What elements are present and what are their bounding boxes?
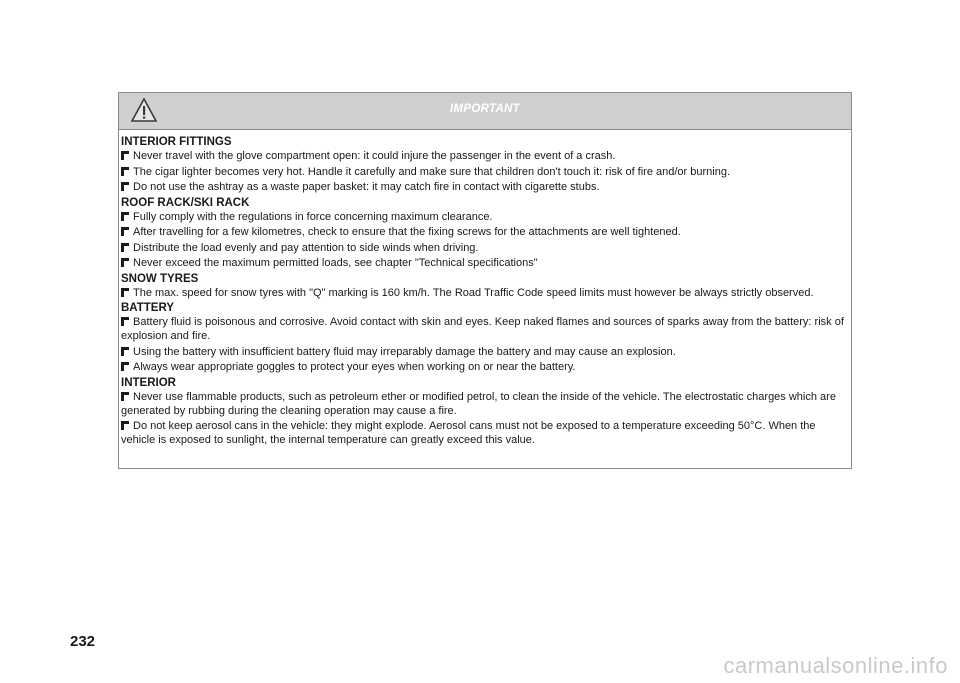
bullet-square-icon (121, 258, 129, 267)
section-title: BATTERY (121, 302, 175, 314)
section (121, 376, 849, 448)
bullet-text: After travelling for a few kilometres, check to ensure that the fixing screws for the attachments are well tightened. (133, 226, 681, 238)
bullet-square-icon (121, 288, 129, 297)
bullet-text: Always wear appropriate goggles to protect your eyes when working on or near the battery. (133, 361, 576, 373)
section-title: ROOF RACK/SKI RACK (121, 196, 250, 209)
bullet-item (121, 256, 849, 270)
bullet-square-icon (121, 362, 129, 371)
bullet-square-icon (121, 243, 129, 252)
bullet-item (121, 315, 849, 343)
bullet-square-icon (121, 212, 129, 221)
bullet-item (121, 210, 849, 224)
section (121, 272, 849, 300)
bullet-item (121, 225, 849, 239)
bullet-item (121, 390, 849, 418)
important-header (119, 93, 851, 130)
bullet-text: Using the battery with insufficient battery fluid may irreparably damage the battery and may cause an explosion. (133, 345, 676, 358)
bullet-text: Do not keep aerosol cans in the vehicle: they might explode. Aerosol cans must not be exposed to a temperature exceeding 50°C. When the vehicle is exposed to sunlight, the internal temperature can greatly exceed this value. (121, 420, 816, 446)
bullet-square-icon (121, 421, 129, 430)
bullet-text: Distribute the load evenly and pay attention to side winds when driving. (133, 241, 479, 254)
bullet-item (121, 180, 849, 194)
bullet-square-icon (121, 182, 129, 191)
bullet-item (121, 149, 849, 163)
bullet-text: Do not use the ashtray as a waste paper basket: it may catch fire in contact with cigarette stubs. (133, 181, 600, 193)
section-title: INTERIOR FITTINGS (121, 136, 232, 148)
bullet-square-icon (121, 392, 129, 401)
bullet-square-icon (121, 317, 129, 326)
section (121, 135, 849, 194)
bullet-text: Battery fluid is poisonous and corrosive. Avoid contact with skin and eyes. Keep naked flames and sources of sparks away from the battery: risk of explosion and fire. (121, 316, 844, 342)
bullet-text: The cigar lighter becomes very hot. Handle it carefully and make sure that children don't touch it: risk of fire and/or burning. (133, 165, 731, 178)
watermark: carmanualsonline.info (723, 653, 948, 678)
section-title: SNOW TYRES (121, 272, 199, 285)
bullet-text: The max. speed for snow tyres with "Q" marking is 160 km/h. The Road Traffic Code speed limits must however be always strictly observed. (133, 286, 814, 299)
bullet-text: Never exceed the maximum permitted loads, see chapter "Technical specifications" (133, 257, 538, 269)
important-title: IMPORTANT (450, 103, 520, 115)
important-content (119, 130, 851, 447)
bullet-text: Never use flammable products, such as petroleum ether or modified petrol, to clean the inside of the vehicle. The electrostatic charges which are generated by rubbing during the cleaning operation may cause a fire. (121, 390, 836, 417)
bullet-text: Fully comply with the regulations in force concerning maximum clearance. (133, 210, 493, 223)
important-box (118, 92, 852, 469)
bullet-item (121, 286, 849, 300)
bullet-item (121, 360, 849, 374)
bullet-item (121, 165, 849, 179)
section-title: INTERIOR (121, 376, 176, 389)
bullet-item (121, 241, 849, 255)
page-number: 232 (70, 633, 96, 650)
bullet-text: Never travel with the glove compartment open: it could injure the passenger in the event of a crash. (133, 150, 616, 162)
bullet-item (121, 345, 849, 359)
section (121, 301, 849, 374)
bullet-square-icon (121, 347, 129, 356)
bullet-square-icon (121, 227, 129, 236)
bullet-square-icon (121, 151, 129, 160)
section (121, 196, 849, 271)
bullet-square-icon (121, 167, 129, 176)
bullet-item (121, 419, 849, 447)
